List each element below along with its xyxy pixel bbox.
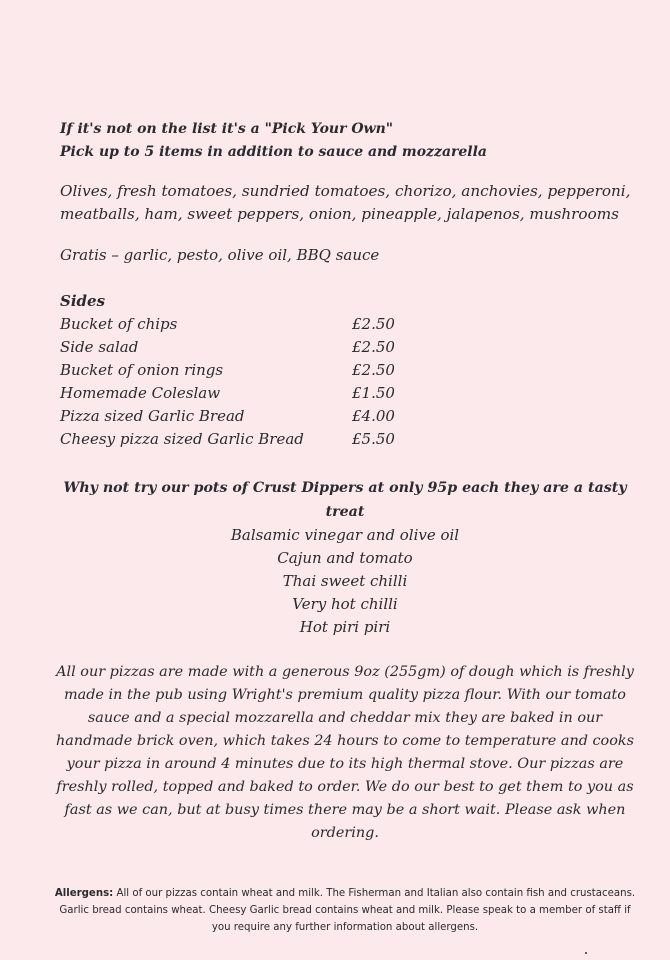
- side-item-price: £4.00: [352, 407, 395, 425]
- side-item-name: Bucket of chips: [60, 315, 178, 333]
- side-item-name: Side salad: [60, 338, 139, 356]
- dipper-item: Balsamic vinegar and olive oil: [230, 526, 460, 544]
- crust-dippers-heading: Why not try our pots of Crust Dippers at only 95p each they are a tasty treat: [63, 480, 627, 520]
- crust-dippers-section: [60, 476, 630, 639]
- allergens-text: All of our pizzas contain wheat and milk. The Fisherman and Italian also contain fish and crustaceans. Garlic bread contains wheat. Cheesy Garlic bread contains wheat and milk. Please speak to a member of staff if you require any further information about allergens.: [59, 888, 636, 933]
- toppings-list: Olives, fresh tomatoes, sundried tomatoes, chorizo, anchovies, pepperoni, meatballs, ham, sweet peppers, onion, pineapple, jalapenos, mushrooms: [60, 182, 631, 223]
- sides-title: Sides: [60, 292, 106, 310]
- page-mark: [585, 952, 587, 954]
- side-item-price: £2.50: [352, 361, 395, 379]
- sides-section: [60, 290, 420, 451]
- allergens-note: [50, 885, 640, 936]
- side-item: [60, 336, 420, 359]
- dipper-item: Very hot chilli: [292, 595, 398, 613]
- side-item-name: Cheesy pizza sized Garlic Bread: [60, 430, 304, 448]
- pick-your-own-title: If it's not on the list it's a "Pick Your Own": [60, 121, 394, 137]
- side-item: [60, 405, 420, 428]
- pizza-description: All our pizzas are made with a generous 9oz (255gm) of dough which is freshly made in the pub using Wright's premium quality pizza flour. With our tomato sauce and a special mozzarella and cheddar mix they are baked in our handmade brick oven, which takes 24 hours to come to temperature and cooks your pizza in around 4 minutes due to its high thermal stove. Our pizzas are freshly rolled, topped and baked to order. We do our best to get them to you as fast as we can, but at busy times there may be a short wait. Please ask when ordering.: [56, 664, 634, 841]
- side-item: [60, 359, 420, 382]
- side-item: [60, 382, 420, 405]
- side-item-price: £5.50: [352, 430, 395, 448]
- gratis-note: Gratis – garlic, pesto, olive oil, BBQ sauce: [60, 246, 380, 264]
- side-item-name: Pizza sized Garlic Bread: [60, 407, 245, 425]
- allergens-label: Allergens:: [54, 888, 114, 899]
- dipper-item: Cajun and tomato: [277, 549, 413, 567]
- pick-your-own-section: [60, 118, 640, 164]
- dipper-item: Thai sweet chilli: [282, 572, 408, 590]
- side-item-price: £2.50: [352, 338, 395, 356]
- side-item-name: Homemade Coleslaw: [60, 384, 221, 402]
- side-item: [60, 428, 420, 451]
- side-item-price: £1.50: [352, 384, 395, 402]
- dipper-item: Hot piri piri: [299, 618, 391, 636]
- pick-your-own-subtitle: Pick up to 5 items in addition to sauce and mozzarella: [60, 144, 487, 160]
- side-item: [60, 313, 420, 336]
- side-item-name: Bucket of onion rings: [60, 361, 224, 379]
- side-item-price: £2.50: [352, 315, 395, 333]
